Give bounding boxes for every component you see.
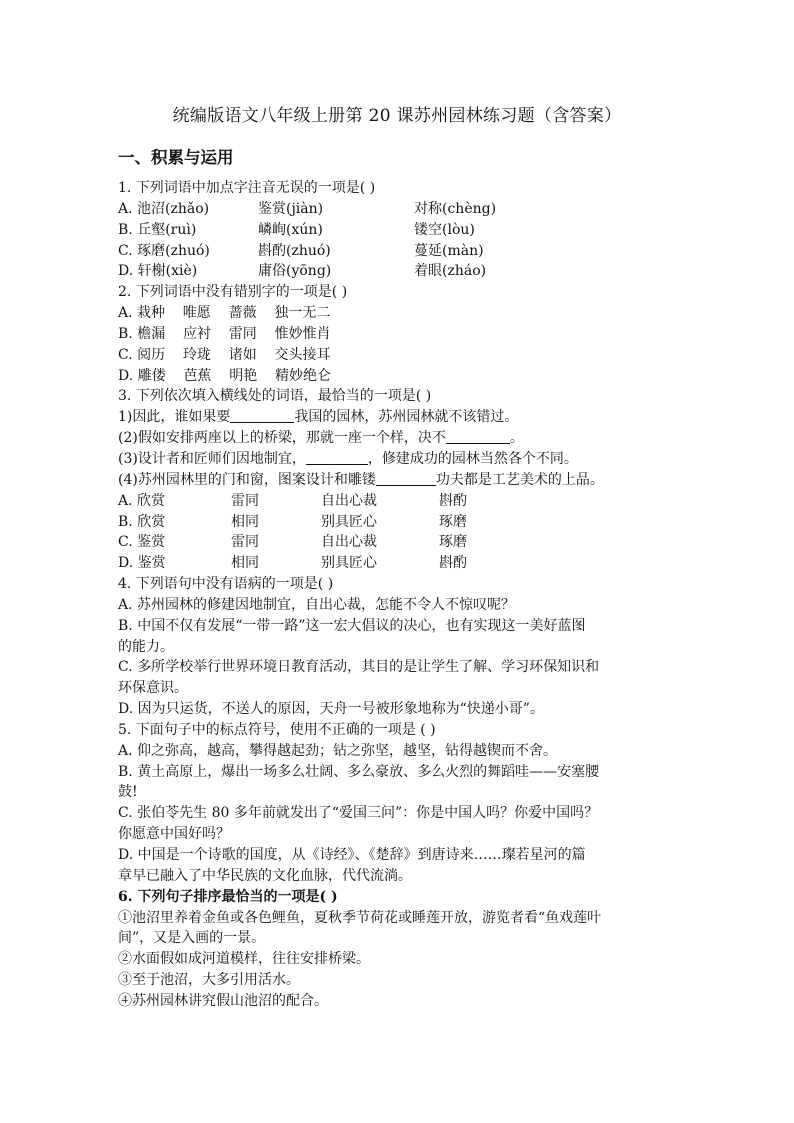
option-item: A. 池沼(zhǎo)	[118, 200, 210, 217]
question-3-sentence-2	[118, 428, 688, 449]
question-5-option-a: A. 仰之弥高，越高，攀得越起劲；钻之弥坚，越坚，钻得越锲而不舍。	[118, 742, 558, 759]
question-4-option-d: D. 因为只运货，不送人的原因，天舟一号被形象地称为“快递小哥”。	[118, 701, 544, 718]
question-4-option-b-cont: 的能力。	[118, 638, 174, 655]
fill-blank	[446, 428, 510, 444]
question-2-option-c: C. 阅历 玲珑 诸如 交头接耳	[118, 346, 331, 363]
option-item: 相同	[231, 555, 259, 572]
question-3-option-c	[118, 532, 688, 553]
question-2-option-d: D. 雕偻 芭蕉 明艳 精妙绝仑	[118, 367, 332, 384]
question-3-sentence-1	[118, 407, 688, 428]
question-6-sentence-3: ③至于池沼，大多引用活水。	[118, 972, 300, 989]
answer-paren: ( )	[319, 888, 338, 905]
sentence-text: 功夫都是工艺美术的上品。	[435, 471, 604, 488]
option-item: 雷同	[231, 534, 259, 551]
fill-blank	[376, 470, 436, 486]
option-item: 斟酌	[439, 492, 467, 509]
option-item: B. 欣赏	[118, 513, 166, 530]
question-4-option-c: C. 多所学校举行世界环境日教育活动，其目的是让学生了解、学习环保知识和	[118, 659, 600, 676]
question-3-option-a	[118, 491, 688, 512]
option-item: 相同	[231, 513, 259, 530]
option-item: 自出心裁	[321, 492, 377, 509]
option-item: 雷同	[231, 492, 259, 509]
question-1-option-b	[118, 220, 688, 241]
option-item: 别具匠心	[321, 513, 377, 530]
question-1-stem: 1. 下列词语中加点字注音无误的一项是( )	[118, 180, 376, 196]
option-item: 嶙峋(xún)	[258, 221, 323, 238]
question-3-sentence-4	[118, 470, 688, 491]
question-3-option-d	[118, 553, 688, 574]
option-item: C. 鉴赏	[118, 534, 166, 551]
question-2-option-a: A. 栽种 唯愿 蔷薇 独一无二	[118, 305, 331, 322]
question-4-option-b: B. 中国不仅有发展“一带一路”这一宏大倡议的决心，也有实现这一美好蓝图	[118, 617, 586, 634]
option-item: 着眼(zháo)	[414, 263, 487, 280]
question-4-stem: 4. 下列语句中没有语病的一项是( )	[118, 576, 334, 593]
option-item: 琢磨	[439, 513, 467, 530]
option-item: 别具匠心	[321, 555, 377, 572]
option-item: 镂空(lòu)	[414, 221, 475, 238]
question-6-stem-text: 6. 下列句子排序最恰当的一项是	[118, 888, 320, 905]
question-5-option-b: B. 黄土高原上，爆出一场多么壮阔、多么豪放、多么火烈的舞蹈哇——安塞腰	[118, 763, 600, 780]
question-5-option-c-cont: 你愿意中国好吗？	[118, 826, 230, 843]
question-5-option-d: D. 中国是一个诗歌的国度，从《诗经》、《楚辞》到唐诗来……璨若星河的篇	[118, 847, 586, 863]
option-item: 蔓延(màn)	[414, 242, 484, 259]
sentence-text: (4)苏州园林里的门和窗，图案设计和雕镂	[118, 471, 376, 488]
question-5-option-c: C. 张伯苓先生 80 多年前就发出了“爱国三问”：你是中国人吗？你爱中国吗？	[118, 805, 599, 822]
sentence-text: (2)假如安排两座以上的桥梁，那就一座一个样，决不	[118, 430, 446, 447]
question-1-option-a	[118, 199, 688, 220]
question-5-option-d-cont: 章早已融入了中华民族的文化血脉，代代流淌。	[118, 867, 412, 884]
question-1-option-d	[118, 261, 688, 282]
option-item: 斟酌	[439, 555, 467, 572]
option-item: B. 丘壑(ruì)	[118, 221, 197, 238]
sentence-text: ，修建成功的园林当然各个不同。	[367, 450, 578, 467]
option-item: 庸俗(yōng)	[258, 263, 332, 280]
question-3-option-b	[118, 512, 688, 533]
question-6-sentence-1-cont: 间”，又是入画的一景。	[118, 930, 266, 947]
fill-blank	[230, 407, 294, 423]
sentence-text: 。	[509, 430, 524, 447]
option-item: D. 鉴赏	[118, 555, 166, 572]
question-6-stem	[118, 887, 688, 908]
question-4-option-c-cont: 环保意识。	[118, 680, 188, 697]
option-item: 鉴赏(jiàn)	[258, 200, 324, 217]
sentence-text: 1)因此，谁如果要	[118, 409, 231, 426]
question-3-stem: 3. 下列依次填入横线处的词语，最恰当的一项是( )	[118, 388, 432, 405]
option-item: C. 琢磨(zhuó)	[118, 242, 210, 259]
section-heading: 一、积累与运用	[118, 148, 234, 167]
option-item: D. 轩榭(xiè)	[118, 263, 198, 280]
sentence-text: (3)设计者和匠师们因地制宜，	[118, 450, 306, 467]
question-2-stem: 2. 下列词语中没有错别字的一项是( )	[118, 284, 348, 301]
document-title: 统编版语文八年级上册第 20 课苏州园林练习题（含答案）	[172, 106, 622, 126]
option-item: A. 欣赏	[118, 492, 166, 509]
question-6-sentence-1: ①池沼里养着金鱼或各色鲤鱼，夏秋季节荷花或睡莲开放，游览者看“鱼戏莲叶	[118, 909, 602, 926]
question-6-sentence-2: ②水面假如成河道模样，往往安排桥梁。	[118, 951, 370, 968]
option-item: 琢磨	[439, 534, 467, 551]
sentence-text: 我国的园林，苏州园林就不该错过。	[294, 409, 519, 426]
question-2-option-b: B. 檐漏 应衬 雷同 惟妙惟肖	[118, 325, 331, 342]
question-5-option-b-cont: 鼓!	[118, 784, 138, 801]
fill-blank	[306, 449, 368, 465]
option-item: 斟酌(zhuó)	[258, 242, 331, 259]
question-3-sentence-3	[118, 449, 688, 470]
exercise-body	[118, 178, 688, 1012]
question-6-sentence-4: ④苏州园林讲究假山池沼的配合。	[118, 992, 328, 1009]
question-5-stem: 5. 下面句子中的标点符号，使用不正确的一项是 ( )	[118, 721, 436, 738]
question-4-option-a: A. 苏州园林的修建因地制宜，自出心裁，怎能不令人不惊叹呢？	[118, 596, 516, 613]
option-item: 自出心裁	[321, 534, 377, 551]
question-1-option-c	[118, 241, 688, 262]
option-item: 对称(chèng)	[414, 200, 497, 217]
